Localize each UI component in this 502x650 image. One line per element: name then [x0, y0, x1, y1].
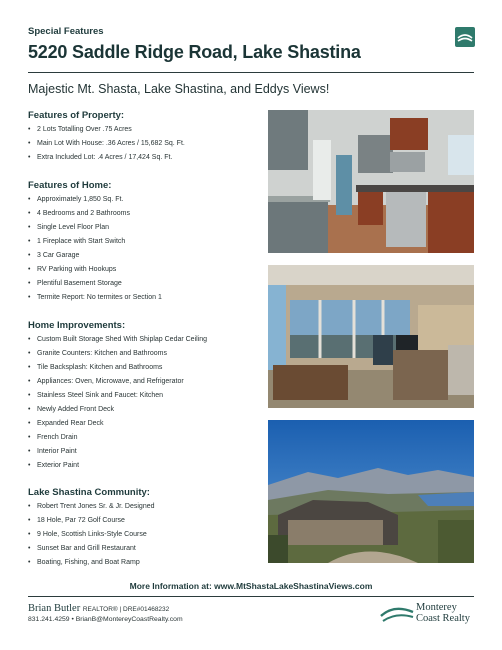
section-heading-home: Features of Home: — [28, 180, 112, 191]
list-item: • 18 Hole, Par 72 Golf Course — [28, 514, 260, 528]
list-item: • 9 Hole, Scottish Links-Style Course — [28, 528, 260, 542]
list-item: • 1 Fireplace with Start Switch — [28, 235, 260, 249]
list-item: • RV Parking with Hookups — [28, 263, 260, 277]
footer-divider — [28, 596, 474, 597]
home-features-list — [28, 193, 260, 305]
agent-contact[interactable]: 831.241.4259 • BrianB@MontereyCoastRealty.com — [28, 616, 183, 623]
subtitle: Majestic Mt. Shasta, Lake Shastina, and Eddys Views! — [28, 82, 330, 96]
list-item: • Approximately 1,850 Sq. Ft. — [28, 193, 260, 207]
community-list — [28, 500, 260, 570]
list-item: • Plentiful Basement Storage — [28, 277, 260, 291]
list-item: • Interior Paint — [28, 445, 260, 459]
section-heading-community: Lake Shastina Community: — [28, 487, 150, 498]
brand-line-2: Coast Realty — [416, 613, 470, 624]
list-item: • Tile Backsplash: Kitchen and Bathrooms — [28, 361, 260, 375]
list-item: • Extra Included Lot: .4 Acres / 17,424 Sq. Ft. — [28, 151, 260, 165]
more-info-link[interactable]: More Information at: www.MtShastaLakeShastinaViews.com — [129, 581, 373, 591]
section-heading-property: Features of Property: — [28, 110, 125, 121]
list-item: • 2 Lots Totalling Over .75 Acres — [28, 123, 260, 137]
list-item: • French Drain — [28, 431, 260, 445]
list-item: • Main Lot With House: .36 Acres / 15,682 Sq. Ft. — [28, 137, 260, 151]
property-features-list — [28, 123, 260, 165]
page-title: 5220 Saddle Ridge Road, Lake Shastina — [28, 42, 361, 62]
home-improvements-list — [28, 333, 260, 473]
list-item: • Boating, Fishing, and Boat Ramp — [28, 556, 260, 570]
list-item: • Expanded Rear Deck — [28, 417, 260, 431]
kitchen-photo — [268, 110, 474, 253]
wave-logo-icon — [380, 604, 414, 624]
exterior-view-photo — [268, 420, 474, 563]
section-heading-improvements: Home Improvements: — [28, 320, 126, 331]
living-room-photo — [268, 265, 474, 408]
list-item: • Newly Added Front Deck — [28, 403, 260, 417]
list-item: • Granite Counters: Kitchen and Bathrooms — [28, 347, 260, 361]
agent-license: REALTOR® | DRE#01468232 — [82, 606, 170, 613]
agent-name: Brian Butler — [28, 603, 81, 614]
eyebrow-label: Special Features — [28, 26, 104, 37]
agent-name-line — [28, 603, 169, 614]
header-divider — [28, 72, 474, 73]
list-item: • Termite Report: No termites or Section 1 — [28, 291, 260, 305]
list-item: • Exterior Paint — [28, 459, 260, 473]
list-item: • Robert Trent Jones Sr. & Jr. Designed — [28, 500, 260, 514]
list-item: • Single Level Floor Plan — [28, 221, 260, 235]
brand-name — [416, 602, 470, 624]
mountain-logo-icon — [455, 27, 475, 47]
list-item: • Stainless Steel Sink and Faucet: Kitchen — [28, 389, 260, 403]
list-item: • Sunset Bar and Grill Restaurant — [28, 542, 260, 556]
list-item: • Custom Built Storage Shed With Shiplap Cedar Ceiling — [28, 333, 260, 347]
monterey-coast-realty-logo — [380, 602, 480, 628]
list-item: • 3 Car Garage — [28, 249, 260, 263]
brand-line-1: Monterey — [416, 602, 457, 613]
list-item: • Appliances: Oven, Microwave, and Refrigerator — [28, 375, 260, 389]
list-item: • 4 Bedrooms and 2 Bathrooms — [28, 207, 260, 221]
